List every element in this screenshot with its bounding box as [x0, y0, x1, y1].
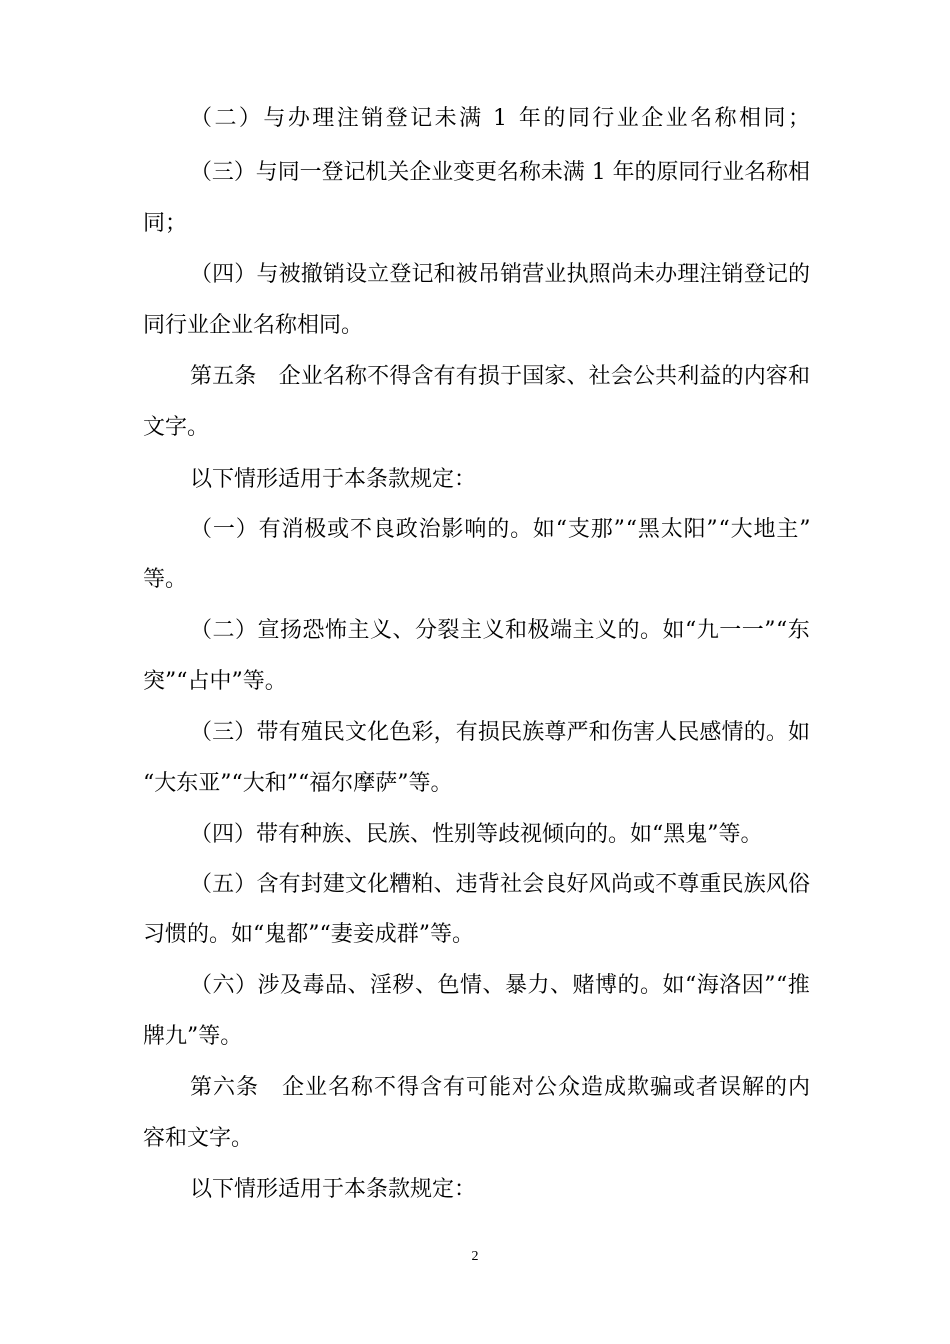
text-line: 第六条 企业名称不得含有可能对公众造成欺骗或者误解的内: [190, 1075, 812, 1100]
page-number: 2: [471, 1249, 479, 1264]
text-line: （三）带有殖民文化色彩，有损民族尊严和伤害人民感情的。如: [190, 720, 811, 745]
text-line: 容和文字。: [143, 1126, 254, 1151]
text-line: “大东亚”“大和”“福尔摩萨”等。: [143, 771, 453, 796]
text-line: 第五条 企业名称不得含有有损于国家、社会公共利益的内容和: [190, 364, 811, 389]
text-line: （四）带有种族、民族、性别等歧视倾向的。如“黑鬼”等。: [190, 822, 763, 847]
text-line: 牌九”等。: [143, 1024, 243, 1049]
text-line: （三）与同一登记机关企业变更名称未满 1 年的原同行业名称相: [190, 160, 810, 185]
text-line: 以下情形适用于本条款规定：: [190, 1177, 477, 1202]
text-line: （六）涉及毒品、淫秽、色情、暴力、赌博的。如“海洛因”“推: [190, 973, 811, 998]
text-line: 同行业企业名称相同。: [143, 313, 364, 338]
text-line: 突”“占中”等。: [143, 669, 287, 694]
text-line: （二）宣扬恐怖主义、分裂主义和极端主义的。如“九一一”“东: [190, 618, 811, 643]
text-line: 等。: [143, 567, 188, 592]
text-line: 以下情形适用于本条款规定：: [190, 467, 477, 492]
text-line: 习惯的。如“鬼都”“妻妾成群”等。: [143, 922, 474, 947]
text-line: 同；: [143, 211, 188, 236]
text-line: 文字。: [143, 415, 210, 440]
text-line: （四）与被撤销设立登记和被吊销营业执照尚未办理注销登记的: [190, 262, 811, 287]
text-line: （一）有消极或不良政治影响的。如“支那”“黑太阳”“大地主”: [190, 517, 812, 542]
text-line: （二）与办理注销登记未满 1 年的同行业企业名称相同；: [190, 106, 813, 131]
text-line: （五）含有封建文化糟粕、违背社会良好风尚或不尊重民族风俗: [190, 872, 811, 897]
